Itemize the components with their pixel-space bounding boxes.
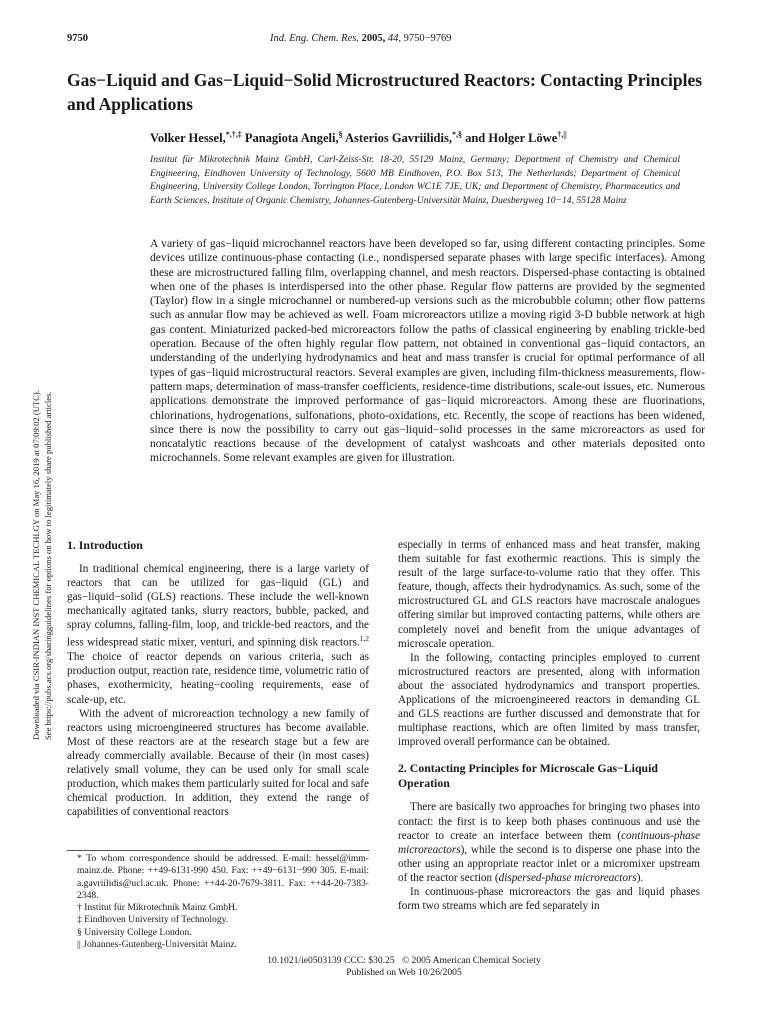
footnote-affil-1: † Institut für Mikrotechnik Mainz GmbH. <box>77 902 238 914</box>
author-3: Asterios Gavriilidis,*,§ <box>345 130 462 146</box>
footnote-affil-2: ‡ Eindhoven University of Technology. <box>77 914 229 926</box>
intro-paragraph-3: especially in terms of enhanced mass and heat transfer, making them suitable for fast exothermic reactions. This is simply the result of the large surface-to-volume ratio that they offer. This feature, though, affects their hydrodynamics. As such, some of the microstructured GL and GLS reactors have macroscale analogues offering similar but improved contacting patterns, while others are completely novel and benefit from the unique advantages of microscale operation. <box>398 539 700 650</box>
footnote-correspondence: * To whom correspondence should be addressed. E-mail: hessel@imm-mainz.de. Phone: ++49-6131-990 450. Fax: ++49−6131−990 305. E-mail: a.gavriilidis@ucl.ac.uk. Phone: ++44-20-7679-3811. Fax: ++44-20-7383-2348. <box>77 853 369 901</box>
intro-paragraph-1: In traditional chemical engineering, there is a large variety of reactors that can be utilized for gas−liquid (GL) and gas−liquid−solid (GLS) reactions. These include the well-known mechanically agitated tanks, slurry reactors, bubble, packed, and spray columns, falling-film, loop, and trickle-bed reactors, and the less widespread static mixer, venturi, and spinning disk reactors.$^{1,2}$ The choice of reactor depends on various criteria, such as production output, reaction rate, residence time, volumetric ratio of phases, exothermicity, heating−cooling requirements, ease of scale-up, etc. <box>67 563 369 706</box>
author-list <box>150 130 567 146</box>
author-4: and Holger Löwe†,|| <box>465 130 567 146</box>
journal-year: 2005, <box>361 33 386 44</box>
page-number: 9750 <box>67 33 88 44</box>
paper-title: Gas−Liquid and Gas−Liquid−Solid Microstructured Reactors: Contacting Principles and Applications <box>67 70 703 114</box>
left-column <box>67 538 369 819</box>
doi-copyright: 10.1021/ie0503139 CCC: $30.25 © 2005 American Chemical Society <box>267 955 541 966</box>
section-2-heading: 2. Contacting Principles for Microscale Gas−Liquid Operation <box>398 761 658 791</box>
intro-paragraph-4: In the following, contacting principles employed to current microstructured reactors are presented, along with information about the associated hydrodynamics and transport properties. Applications of the microengineered reactors in demanding GL and GLS reactions are further discussed and demonstrate that for multiphase reactions, which are often limited by mass transfer, improved overall performance can be obtained. <box>398 651 700 749</box>
download-notice-line-2: See https://pubs.acs.org/sharingguidelines for options on how to legitimately share published articles. <box>43 391 53 740</box>
footnote-affil-3: § University College London. <box>77 926 192 938</box>
download-notice-line-1: Downloaded via CSIR-INDIAN INST CHEMICAL TECHLGY on May 16, 2019 at 07:09:02 (UTC). <box>31 390 41 740</box>
section-2-paragraph-2: In continuous-phase microreactors the gas and liquid phases form two streams which are fed separately in <box>398 885 700 913</box>
footnote-affil-4: || Johannes-Gutenberg-Universität Mainz. <box>77 939 238 951</box>
section-1-heading: 1. Introduction <box>67 538 143 552</box>
journal-volume: 44, <box>387 33 401 44</box>
citation-ref: 1,2 <box>359 634 369 644</box>
abstract: A variety of gas−liquid microchannel reactors have been developed so far, using different contacting principles. Some devices utilize continuous-phase contacting (i.e., nondispersed separate phases with large specific interfaces). Among these are microstructured falling film, overlapping channel, and mesh reactors. Dispersed-phase contacting is obtained when one of the phases is interdispersed into the other phase. Regular flow patterns are provided by the segmented (Taylor) flow in a single microchannel or numbered-up versions such as the microbubble column; other flow patterns such as annular flow may be achieved as well. Foam microreactors utilize a moving rigid 3-D bubble network at high gas content. Miniaturized packed-bed microreactors follow the paths of classical engineering by enabling trickle-bed operation. Because of the often highly regular flow pattern, not obtained in conventional gas−liquid contactors, an understanding of the underlying hydrodynamics and heat and mass transfer is crucial for optimal performance of all types of gas−liquid microstructural reactors. Several examples are given, including film-thickness measurements, flow-pattern maps, determination of mass-transfer coefficients, residence-time distributions, scale-out issues, etc. Numerous applications demonstrate the improved performance of gas−liquid microreactors. Among these are fluorinations, chlorinations, hydrogenations, sulfonations, photo-oxidations, etc. Recently, the scope of reactions has been widened, since there is now the possibility to carry out gas−liquid−solid processes in the same microreactors as used for noncatalytic reactions because of the development of catalyst washcoats and other materials deposited onto microchannels. Some relevant examples are given for illustration. <box>150 237 705 465</box>
author-2: Panagiota Angeli,§ <box>244 130 343 146</box>
section-2-paragraph-1: There are basically two approaches for bringing two phases into contact: the first is to keep both phases continuous and use the reactor to create an interface between them (continuous-phase microreactors), while the second is to disperse one phase into the other using an appropriate reactor inlet or a micromixer upstream of the reactor section (dispersed-phase microreactors). <box>398 801 700 884</box>
author-1: Volker Hessel,*,†,‡ <box>150 130 242 146</box>
right-column <box>398 538 700 913</box>
download-notice <box>3 300 53 740</box>
journal-citation <box>270 33 452 44</box>
footnotes <box>67 850 369 951</box>
publication-date: Published on Web 10/26/2005 <box>346 966 462 978</box>
page-footer <box>0 955 768 978</box>
affiliations: Institut für Mikrotechnik Mainz GmbH, Carl-Zeiss-Str. 18-20, 55129 Mainz, Germany; Department of Chemistry and Chemical Engineering, Eindhoven University of Technology, 5600 MB Eindhoven, P.O. Box 513, The Netherlands; Department of Chemical Engineering, University College London, Torrington Place, London WC1E 7JE, UK; and Department of Chemistry, Pharmaceutics and Earth Sciences, Institute of Organic Chemistry, Johannes-Gutenberg-Universität Mainz, Duesbergweg 10−14, 55128 Mainz <box>150 154 680 206</box>
journal-name: Ind. Eng. Chem. Res. <box>270 33 359 44</box>
journal-pages: 9750−9769 <box>403 33 452 44</box>
intro-paragraph-2: With the advent of microreaction technology a new family of reactors using microengineered structures has become available. Most of these reactors are at the research stage but a few are already commercially available. Because of their (in most cases) relatively small volume, they can be used only for small scale production, which makes them particularly suited for local and safe chemical production. In addition, they extend the range of capabilities of conventional reactors <box>67 707 369 819</box>
